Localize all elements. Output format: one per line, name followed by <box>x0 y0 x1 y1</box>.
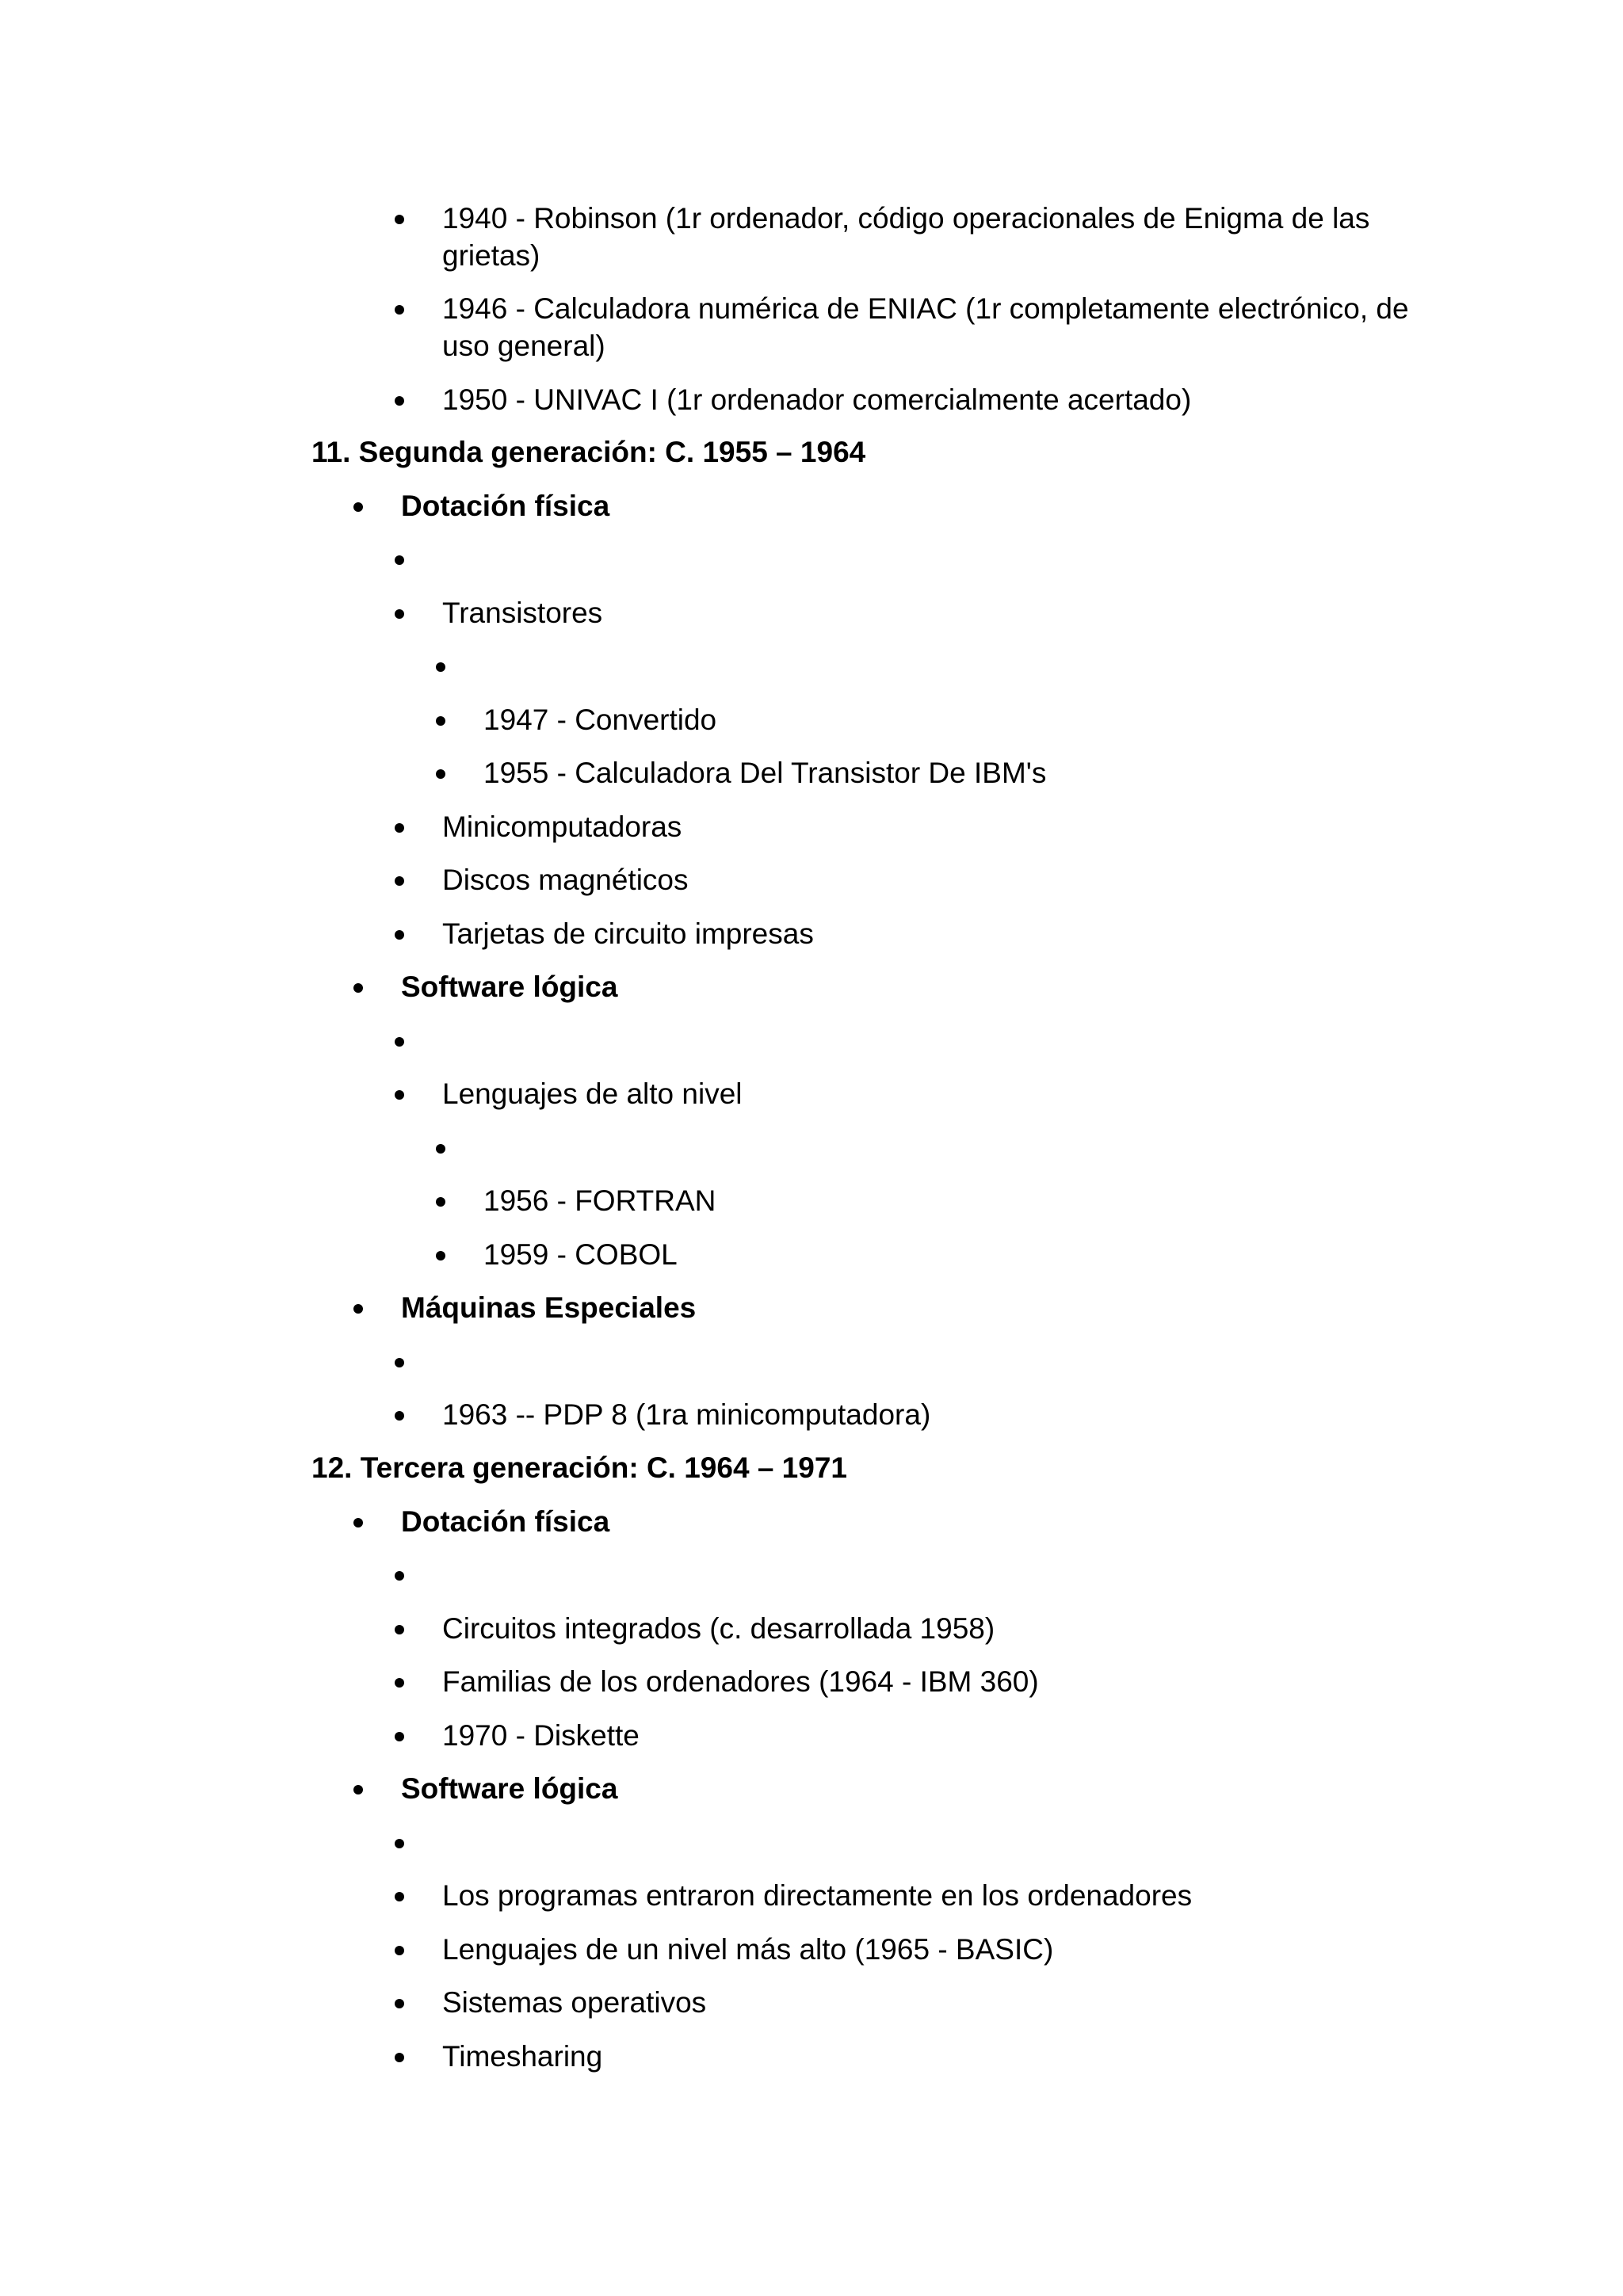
list-item: Lenguajes de alto nivel <box>442 1077 743 1110</box>
bullet-icon <box>395 1625 404 1634</box>
bullet-icon <box>436 1197 445 1207</box>
bullet-icon <box>353 1518 363 1527</box>
bullet-icon <box>395 1892 404 1901</box>
bullet-icon <box>395 609 404 619</box>
list-subheading: Dotación física <box>401 490 610 522</box>
bullet-icon <box>436 1251 445 1261</box>
list-item: 1947 - Convertido <box>483 704 717 736</box>
bullet-icon <box>353 1304 363 1314</box>
list-subheading: Máquinas Especiales <box>401 1291 697 1324</box>
bullet-icon <box>395 555 404 565</box>
bullet-icon <box>395 876 404 886</box>
bullet-icon <box>353 502 363 512</box>
list-item: 1970 - Diskette <box>442 1719 640 1752</box>
list-item: 1959 - COBOL <box>483 1238 678 1271</box>
bullet-icon <box>395 396 404 406</box>
bullet-icon <box>395 823 404 833</box>
bullet-icon <box>395 1839 404 1848</box>
section-heading: 11. Segunda generación: C. 1955 – 1964 <box>311 436 866 468</box>
bullet-icon <box>436 1144 445 1154</box>
list-item: Minicomputadoras <box>442 810 682 843</box>
bullet-icon <box>395 1037 404 1047</box>
list-item: Discos magnéticos <box>442 864 689 896</box>
bullet-icon <box>395 1571 404 1581</box>
list-item: Los programas entraron directamente en los ordenadores <box>442 1879 1193 1912</box>
bullet-icon <box>395 1732 404 1741</box>
list-item: Sistemas operativos <box>442 1986 707 2019</box>
bullet-icon <box>395 1090 404 1100</box>
list-item: Lenguajes de un nivel más alto (1965 - BASIC) <box>442 1933 1054 1966</box>
bullet-icon <box>436 716 445 726</box>
bullet-icon <box>353 1785 363 1794</box>
list-item: 1946 - Calculadora numérica de ENIAC (1r completamente electrónico, de uso general) <box>442 292 1409 362</box>
list-item: 1955 - Calculadora Del Transistor De IBM's <box>483 757 1047 789</box>
bullet-icon <box>395 1411 404 1421</box>
list-item: 1956 - FORTRAN <box>483 1184 716 1217</box>
list-item: 1950 - UNIVAC I (1r ordenador comercialmente acertado) <box>442 383 1192 416</box>
list-item: 1963 -- PDP 8 (1ra minicomputadora) <box>442 1398 931 1431</box>
bullet-icon <box>395 2053 404 2062</box>
bullet-icon <box>395 215 404 224</box>
list-item: Tarjetas de circuito impresas <box>442 917 814 950</box>
list-item: 1940 - Robinson (1r ordenador, código operacionales de Enigma de las grietas) <box>442 202 1370 272</box>
bullet-icon <box>395 1358 404 1367</box>
list-item: Familias de los ordenadores (1964 - IBM 360) <box>442 1665 1039 1698</box>
list-item: Circuitos integrados (c. desarrollada 1958) <box>442 1612 995 1645</box>
list-item: Transistores <box>442 597 603 629</box>
list-subheading: Software lógica <box>401 971 618 1003</box>
bullet-icon <box>436 769 445 779</box>
bullet-icon <box>395 1999 404 2008</box>
list-subheading: Software lógica <box>401 1772 618 1805</box>
bullet-icon <box>395 930 404 940</box>
bullet-icon <box>436 662 445 672</box>
bullet-icon <box>353 983 363 993</box>
section-heading: 12. Tercera generación: C. 1964 – 1971 <box>311 1451 847 1484</box>
list-subheading: Dotación física <box>401 1505 610 1538</box>
list-item: Timesharing <box>442 2040 603 2073</box>
bullet-icon <box>395 305 404 315</box>
bullet-icon <box>395 1678 404 1688</box>
bullet-icon <box>395 1946 404 1955</box>
